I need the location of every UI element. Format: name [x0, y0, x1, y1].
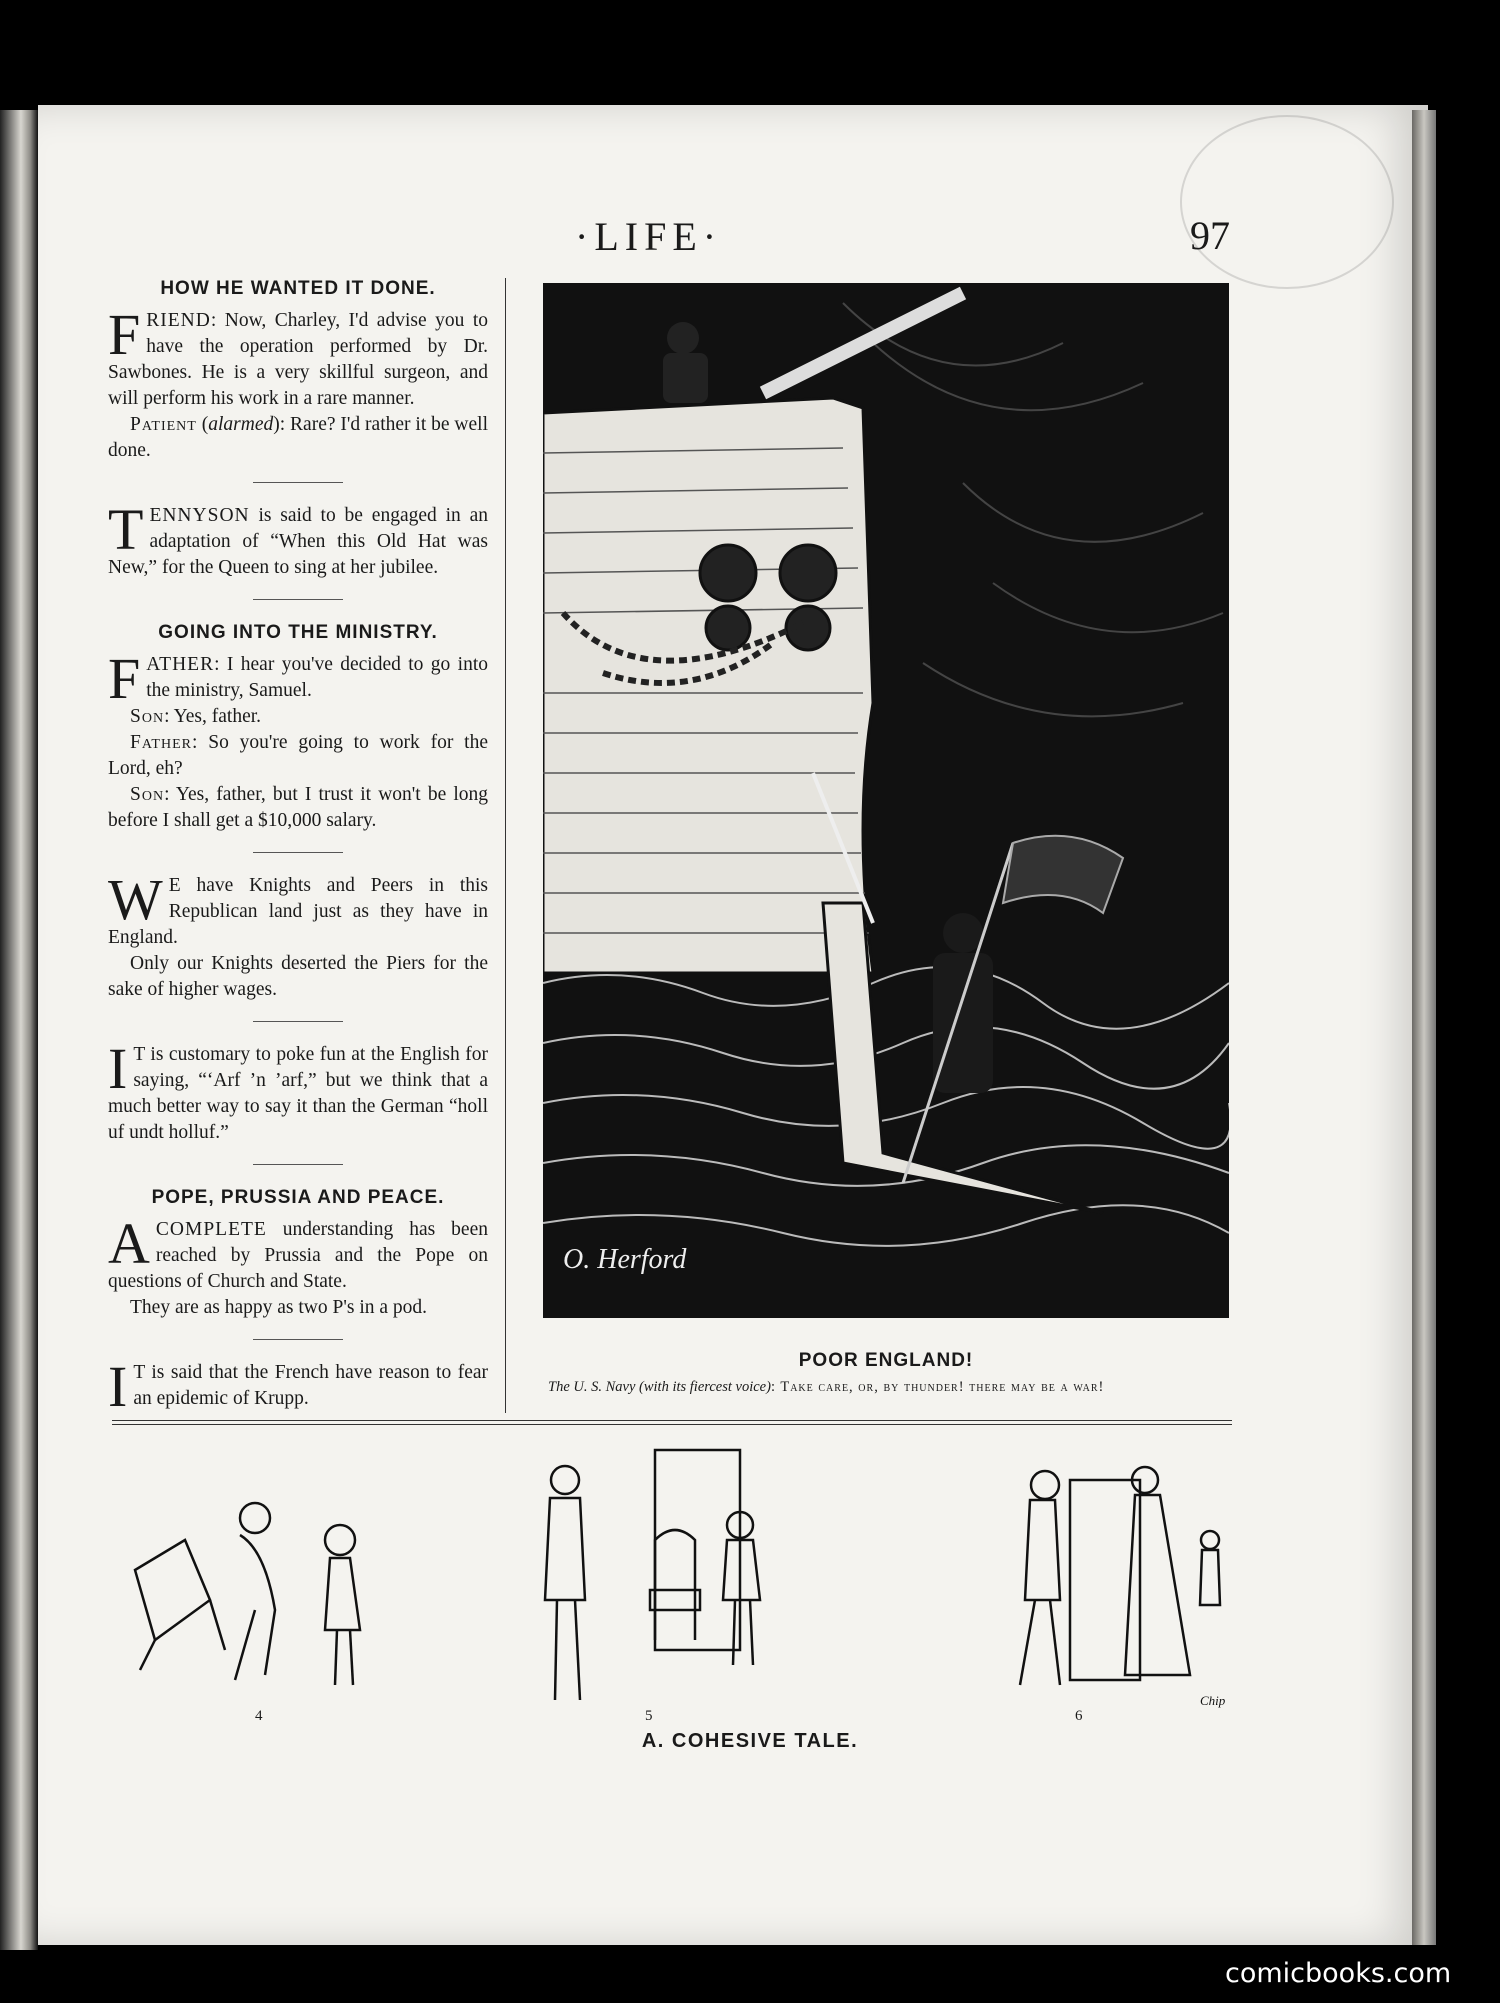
cartoon-caption — [483, 1378, 1233, 1397]
cartoon-title: POOR ENGLAND! — [798, 1350, 974, 1371]
article-paragraph — [108, 782, 488, 834]
strip-signature: Chip — [1200, 1693, 1226, 1708]
article-tennyson — [108, 497, 488, 581]
dialogue: : Now, Charley, I'd advise you to have the operation performed by Dr. Sawbones. He is a very skillful surgeon, and will perform his work in a rare manner. — [108, 310, 488, 409]
article-paragraph: Patient (alarmed): Rare? I'd rather it be well done. — [108, 414, 488, 461]
article-text: E have Knights and Peers in this Republican land just as they have in England. — [108, 875, 488, 948]
masthead: ·LIFE· — [575, 214, 723, 259]
article-pope-prussia-and-peace — [108, 1185, 488, 1321]
speaker: RIEND — [146, 310, 211, 331]
strip-panel-4 — [115, 1440, 405, 1700]
article-paragraph — [108, 302, 488, 412]
article-paragraph: They are as happy as two P's in a pod. — [130, 1297, 428, 1318]
caption-speaker: The U. S. Navy (with its fiercest voice) — [548, 1379, 771, 1395]
divider — [253, 1164, 343, 1165]
drop-cap: W — [108, 867, 163, 932]
panel-number: 5 — [645, 1708, 653, 1724]
column-rule — [505, 278, 506, 1413]
article-title: GOING INTO THE MINISTRY. — [158, 622, 438, 643]
section-rule — [112, 1420, 1232, 1425]
article-paragraph — [108, 704, 488, 730]
article-text: T is said that the French have reason to fear an epidemic of Krupp. — [133, 1362, 488, 1409]
lead-word: ENNYSON — [149, 505, 250, 526]
panel-number: 6 — [1075, 1708, 1083, 1724]
article-paragraph — [108, 867, 488, 951]
article-text: is said to be engaged in an adaptation of “When this Old Hat was New,” for the Queen to sing at her jubilee. — [108, 505, 488, 578]
article-paragraph — [108, 1354, 488, 1419]
left-column — [108, 276, 488, 1419]
strip-panel-5 — [515, 1440, 785, 1720]
drop-cap: T — [108, 497, 144, 562]
dialogue: : Yes, father. — [164, 706, 262, 727]
caption-text: : Take care, or, by thunder! there may be a war! — [770, 1379, 1105, 1395]
dialogue: : I hear you've decided to go into the ministry, Samuel. — [146, 654, 488, 701]
article-krupp — [108, 1354, 488, 1419]
drop-cap: F — [108, 646, 141, 711]
lead-word: COMPLETE — [155, 1219, 267, 1240]
divider — [253, 1021, 343, 1022]
dialogue: : So you're going to work for the Lord, eh? — [108, 732, 488, 779]
speaker: Father — [130, 732, 192, 753]
cartoon-illustration — [543, 283, 1229, 1318]
speaker: ATHER — [146, 654, 215, 675]
article-going-into-the-ministry — [108, 620, 488, 834]
article-title: POPE, PRUSSIA AND PEACE. — [151, 1187, 445, 1208]
speaker: Son — [130, 784, 165, 805]
panel-number: 4 — [255, 1708, 263, 1724]
drop-cap: I — [108, 1354, 128, 1419]
divider — [253, 852, 343, 853]
article-text: understanding has been reached by Prussia and the Pope on questions of Church and State. — [108, 1219, 488, 1292]
divider — [253, 599, 343, 600]
dialogue: : Rare? I'd rather it be well done. — [108, 414, 488, 461]
library-stamp — [1180, 115, 1394, 289]
strip-title: A. COHESIVE TALE. — [641, 1730, 859, 1752]
stage-direction: alarmed — [208, 414, 274, 435]
adjacent-page-edge — [0, 110, 38, 1950]
article-arf-n-arf — [108, 1036, 488, 1146]
article-paragraph — [108, 1211, 488, 1295]
article-paragraph — [108, 497, 488, 581]
article-paragraph — [108, 730, 488, 782]
warship-hull — [543, 398, 873, 973]
drop-cap: I — [108, 1036, 128, 1101]
speaker: Patient — [130, 414, 197, 435]
page-stack-edge — [1412, 110, 1436, 1945]
article-paragraph — [108, 646, 488, 711]
divider — [253, 1339, 343, 1340]
site-watermark: comicbooks.com — [1225, 1958, 1452, 1989]
drop-cap: F — [108, 302, 141, 367]
speaker: Son — [130, 706, 165, 727]
article-paragraph: Only our Knights deserted the Piers for the sake of higher wages. — [108, 953, 488, 1000]
dialogue: : Yes, father, but I trust it won't be long before I shall get a $10,000 salary. — [108, 784, 488, 831]
article-text: T is customary to poke fun at the English for saying, “‘Arf ’n ’arf,” but we think that a much better way to say it than the German “holl uf undt holluf.” — [108, 1044, 488, 1143]
article-title: HOW HE WANTED IT DONE. — [160, 278, 436, 299]
divider — [253, 482, 343, 483]
strip-panel-6 — [950, 1440, 1240, 1710]
article-knights-and-peers — [108, 867, 488, 1003]
artist-signature: O. Herford — [563, 1244, 687, 1275]
page-number: 97 — [1190, 213, 1230, 258]
article-how-he-wanted-it-done — [108, 276, 488, 464]
article-paragraph — [108, 1036, 488, 1146]
drop-cap: A — [108, 1211, 150, 1276]
